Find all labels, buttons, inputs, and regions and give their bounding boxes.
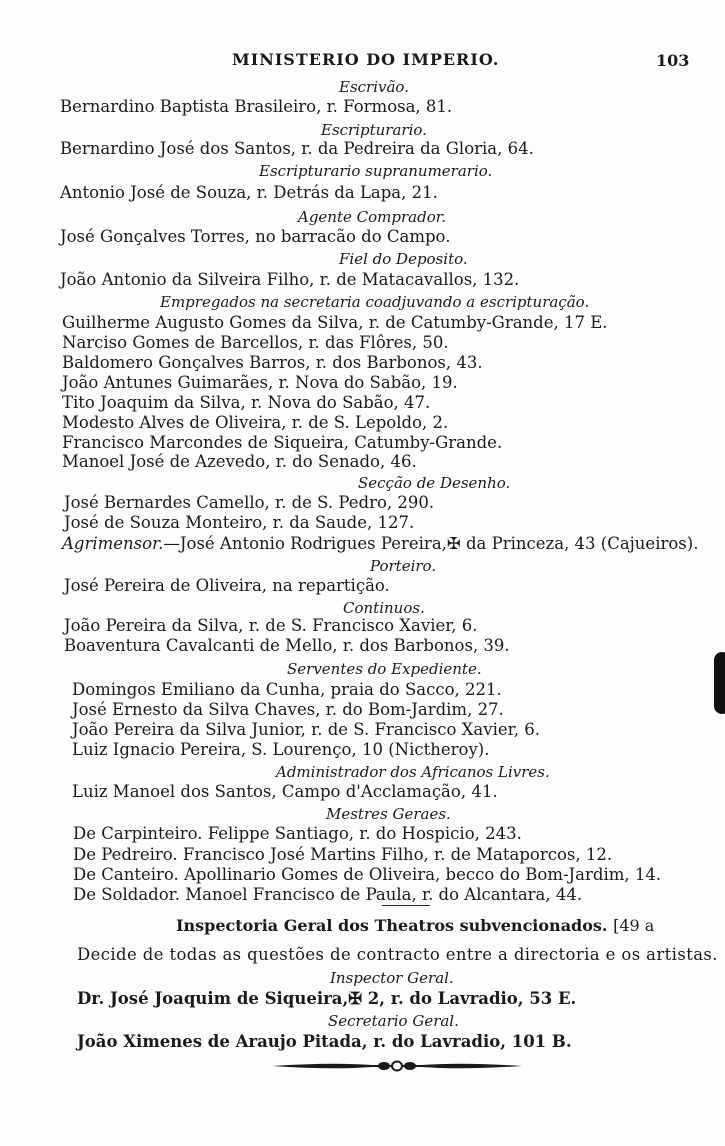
entry-line: João Ximenes de Araujo Pitada, r. do Lavradio, 101 B. [77, 1032, 572, 1051]
entry-line: Baldomero Gonçalves Barros, r. dos Barbonos, 43. [62, 353, 483, 372]
entry-line [62, 534, 698, 554]
entry-line: De Carpinteiro. Felippe Santiago, r. do Hospicio, 243. [73, 824, 522, 843]
entry-line: Francisco Marcondes de Siqueira, Catumby-Grande. [62, 433, 503, 452]
entry-line: José Bernardes Camello, r. de S. Pedro, 290. [64, 493, 435, 512]
section-heading: Serventes do Expediente. [287, 660, 482, 678]
entry-line: José Gonçalves Torres, no barracão do Campo. [60, 227, 451, 246]
theatres-section-title [176, 916, 654, 936]
theatres-title: Inspectoria Geral dos Theatros subvencionados. [176, 916, 608, 935]
entry-line: José Pereira de Oliveira, na repartição. [64, 576, 390, 595]
order-cross-icon: ✠ [446, 534, 461, 553]
section-heading: Porteiro. [370, 557, 437, 575]
entry-text: Dr. José Joaquim de Siqueira, [77, 989, 349, 1008]
entry-line: Bernardino Baptista Brasileiro, r. Formosa, 81. [60, 97, 453, 116]
section-heading: Escripturario. [321, 121, 427, 139]
entry-line: De Soldador. Manoel Francisco de Paula, r. do Alcantara, 44. [73, 885, 583, 904]
entry-line: João Pereira da Silva Junior, r. de S. Francisco Xavier, 6. [72, 720, 540, 739]
entry-line: Domingos Emiliano da Cunha, praia do Sacco, 221. [72, 680, 502, 699]
entry-line: José Ernesto da Silva Chaves, r. do Bom-Jardim, 27. [72, 700, 504, 719]
theatres-title-ref: [49 a [613, 916, 655, 935]
entry-address: 2, r. do Lavradio, 53 E. [362, 989, 577, 1008]
section-heading: Secção de Desenho. [358, 474, 511, 492]
entry-line: De Canteiro. Apollinario Gomes de Oliveira, becco do Bom-Jardim, 14. [73, 865, 662, 884]
entry-line: De Pedreiro. Francisco José Martins Filho, r. de Mataporcos, 12. [73, 845, 613, 864]
page-number: 103 [656, 51, 690, 70]
entry-line: João Antunes Guimarães, r. Nova do Sabão, 19. [62, 373, 458, 392]
entry-line: Luiz Ignacio Pereira, S. Lourenço, 10 (Nictheroy). [72, 740, 490, 759]
entry-text: —José Antonio Rodrigues Pereira, [163, 534, 447, 553]
theatres-description: Decide de todas as questões de contracto entre a directoria e os artistas. [77, 945, 718, 964]
entry-line: Boaventura Cavalcanti de Mello, r. dos Barbonos, 39. [64, 636, 510, 655]
entry-line: Guilherme Augusto Gomes da Silva, r. de Catumby-Grande, 17 E. [62, 313, 608, 332]
section-heading: Secretario Geral. [328, 1012, 459, 1030]
entry-line: Antonio José de Souza, r. Detrás da Lapa, 21. [60, 183, 438, 202]
entry-address: da Princeza, 43 (Cajueiros). [460, 534, 699, 553]
section-heading: Continuos. [343, 599, 425, 617]
entry-line: Luiz Manoel dos Santos, Campo d'Acclamação, 41. [72, 782, 498, 801]
section-heading: Mestres Geraes. [326, 805, 451, 823]
entry-line: Manoel José de Azevedo, r. do Senado, 46. [62, 452, 417, 471]
entry-line: Modesto Alves de Oliveira, r. de S. Lepoldo, 2. [62, 413, 449, 432]
entry-line: Tito Joaquim da Silva, r. Nova do Sabão, 47. [62, 393, 431, 412]
section-divider [382, 905, 430, 906]
role-label: Agrimensor. [62, 534, 164, 553]
section-heading: Fiel do Deposito. [339, 250, 468, 268]
section-heading: Empregados na secretaria coadjuvando a escripturação. [160, 293, 590, 311]
section-heading: Administrador dos Africanos Livres. [276, 763, 550, 781]
section-heading: Escrivão. [339, 78, 409, 96]
section-heading: Inspector Geral. [330, 969, 454, 987]
entry-line: João Pereira da Silva, r. de S. Francisco Xavier, 6. [64, 616, 478, 635]
ink-blot [714, 652, 725, 714]
entry-line: Bernardino José dos Santos, r. da Pedreira da Gloria, 64. [60, 139, 534, 158]
entry-line: Narciso Gomes de Barcellos, r. das Flôres, 50. [62, 333, 449, 352]
entry-line [77, 989, 576, 1009]
section-heading: Escripturario supranumerario. [259, 162, 493, 180]
running-title: MINISTERIO DO IMPERIO. [232, 50, 500, 69]
entry-line: João Antonio da Silveira Filho, r. de Matacavallos, 132. [60, 270, 520, 289]
entry-line: José de Souza Monteiro, r. da Saude, 127. [64, 513, 415, 532]
order-cross-icon: ✠ [348, 989, 363, 1008]
section-heading: Agente Comprador. [298, 208, 447, 226]
tailpiece-ornament [272, 1059, 522, 1073]
